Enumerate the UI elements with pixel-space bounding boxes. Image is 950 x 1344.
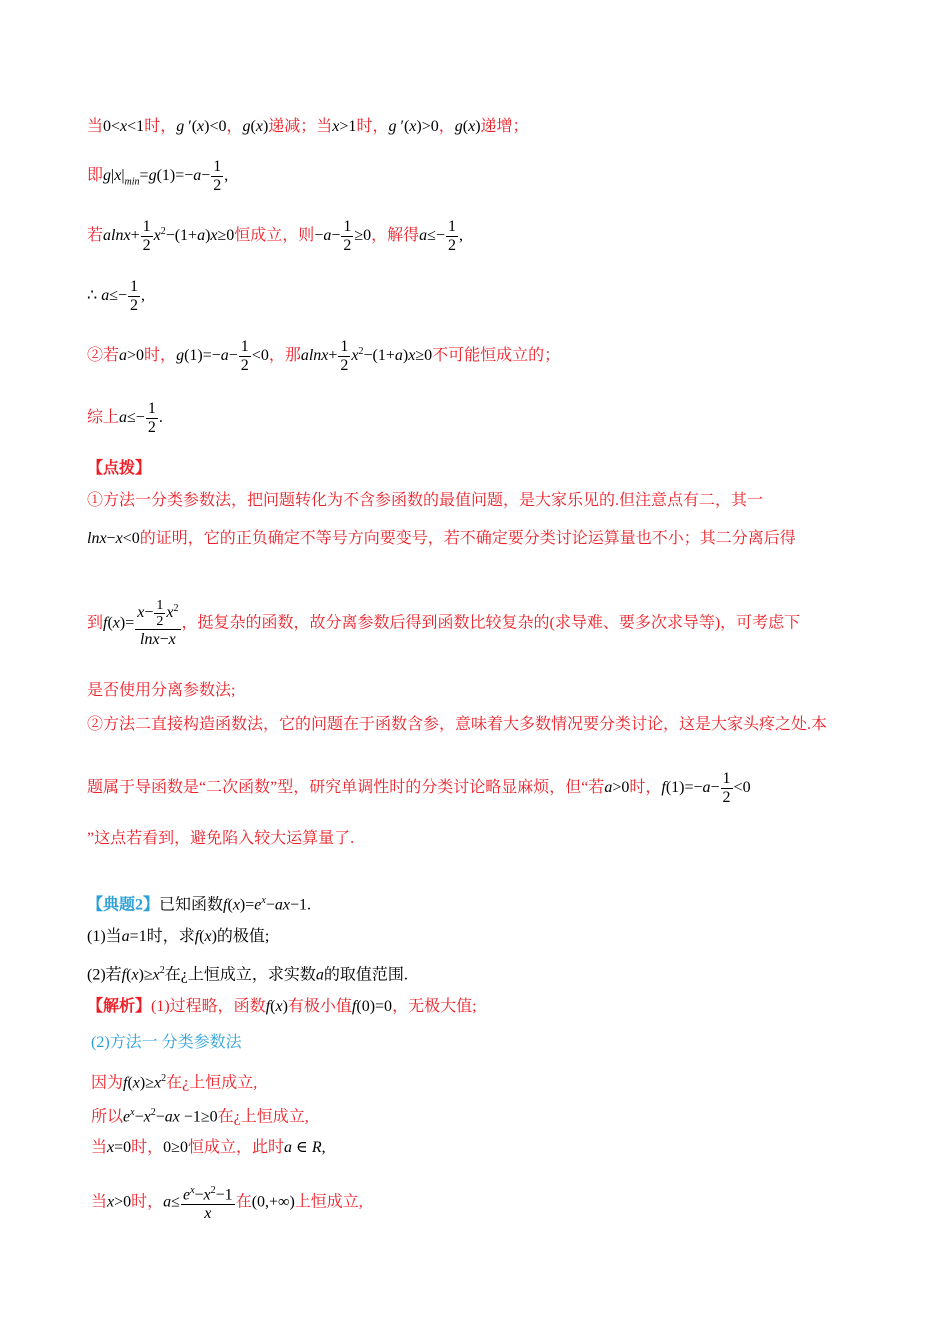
solution-line-5: ②若a>0时，g(1)=−a− $\frac{1}{2}$ <0，那alnx+ $\frac{1}{2}$ $x^2-(1+a)x\ge 0$不可能恒成立的； [87,338,561,374]
solution-line-1: 当0<x<1时，g ′(x)<0，g(x)递减；当x>1时，g ′(x)>0，g(x)递增； [87,118,529,135]
example-stem: 【典题2】已知函数$f(x)=e^x-ax-1$. [87,895,312,914]
tip-para-1c: 到f(x)= x− $\frac{1}{2}$ $x^2$ lnx−x ，挺复杂的函数，故分离参数后得到函数比较复杂的(求导难、要多次求导等)，可考虑下 [87,598,801,648]
solution-line-2: 即$g|x|_{min}=g(1)=-a-$ $\frac{1}{2}$ , [87,158,229,194]
question-1: (1)当a=1时，求f(x)的极值; [87,928,270,945]
solution-line-4: ∴ a≤− $\frac{1}{2}$ , [87,278,145,314]
solution-line-3: 若alnx+ $\frac{1}{2}$ $x^2-(1+a)x\ge 0$恒成立，则−a− $\frac{1}{2}$ ≥0，解得a≤− $\frac{1}{2}$ , [87,218,463,254]
solution-2-heading: (2)方法一 分类参数法 [91,1034,242,1051]
question-2: (2)若$f(x)\ge x^2$在¿上恒成立，求实数a的取值范围. [87,965,408,984]
tip-para-2b: 题属于导函数是“二次函数”型，研究单调性时的分类讨论略显麻烦，但“若a>0时，f(1)=−a− $\frac{1}{2}$ <0 [87,770,751,806]
solution-step-3: 当x=0时，0≥0恒成立，此时a ∈ R, [91,1139,326,1156]
solution-step-2: 所以$e^x-x^2-ax -1\ge 0$在¿上恒成立, [91,1107,309,1126]
tip-para-1d: 是否使用分离参数法; [87,682,236,699]
tip-title: 【点拨】 [87,460,152,477]
tip-para-2c: ”这点若看到，避免陷入较大运算量了. [87,830,355,847]
tip-para-1b: lnx−x<0的证明，它的正负确定不等号方向要变号，若不确定要分类讨论运算量也不小；其二分离后得 [87,530,796,547]
tip-para-1a: ①方法一分类参数法，把问题转化为不含参函数的最值问题，是大家乐见的.但注意点有二，其一 [87,492,764,509]
example-label: 【典题2】 [87,896,160,914]
solution-label: 【解析】 [87,998,152,1015]
tip-para-2a: ②方法二直接构造函数法，它的问题在于函数含参，意味着大多数情况要分类讨论，这是大家头疼之处.本 [87,716,828,733]
solution-1: 【解析】(1)过程略，函数f(x)有极小值f(0)=0，无极大值; [87,998,477,1015]
solution-step-1: 因为$f(x)\ge x^2$在¿上恒成立, [91,1073,258,1092]
solution-line-6: 综上a≤− $\frac{1}{2}$ . [87,400,163,436]
solution-step-4: 当x>0时，a≤ $\frac{e^x-x^2-1}{x}$ 在(0,+∞)上恒成立, [91,1182,363,1223]
